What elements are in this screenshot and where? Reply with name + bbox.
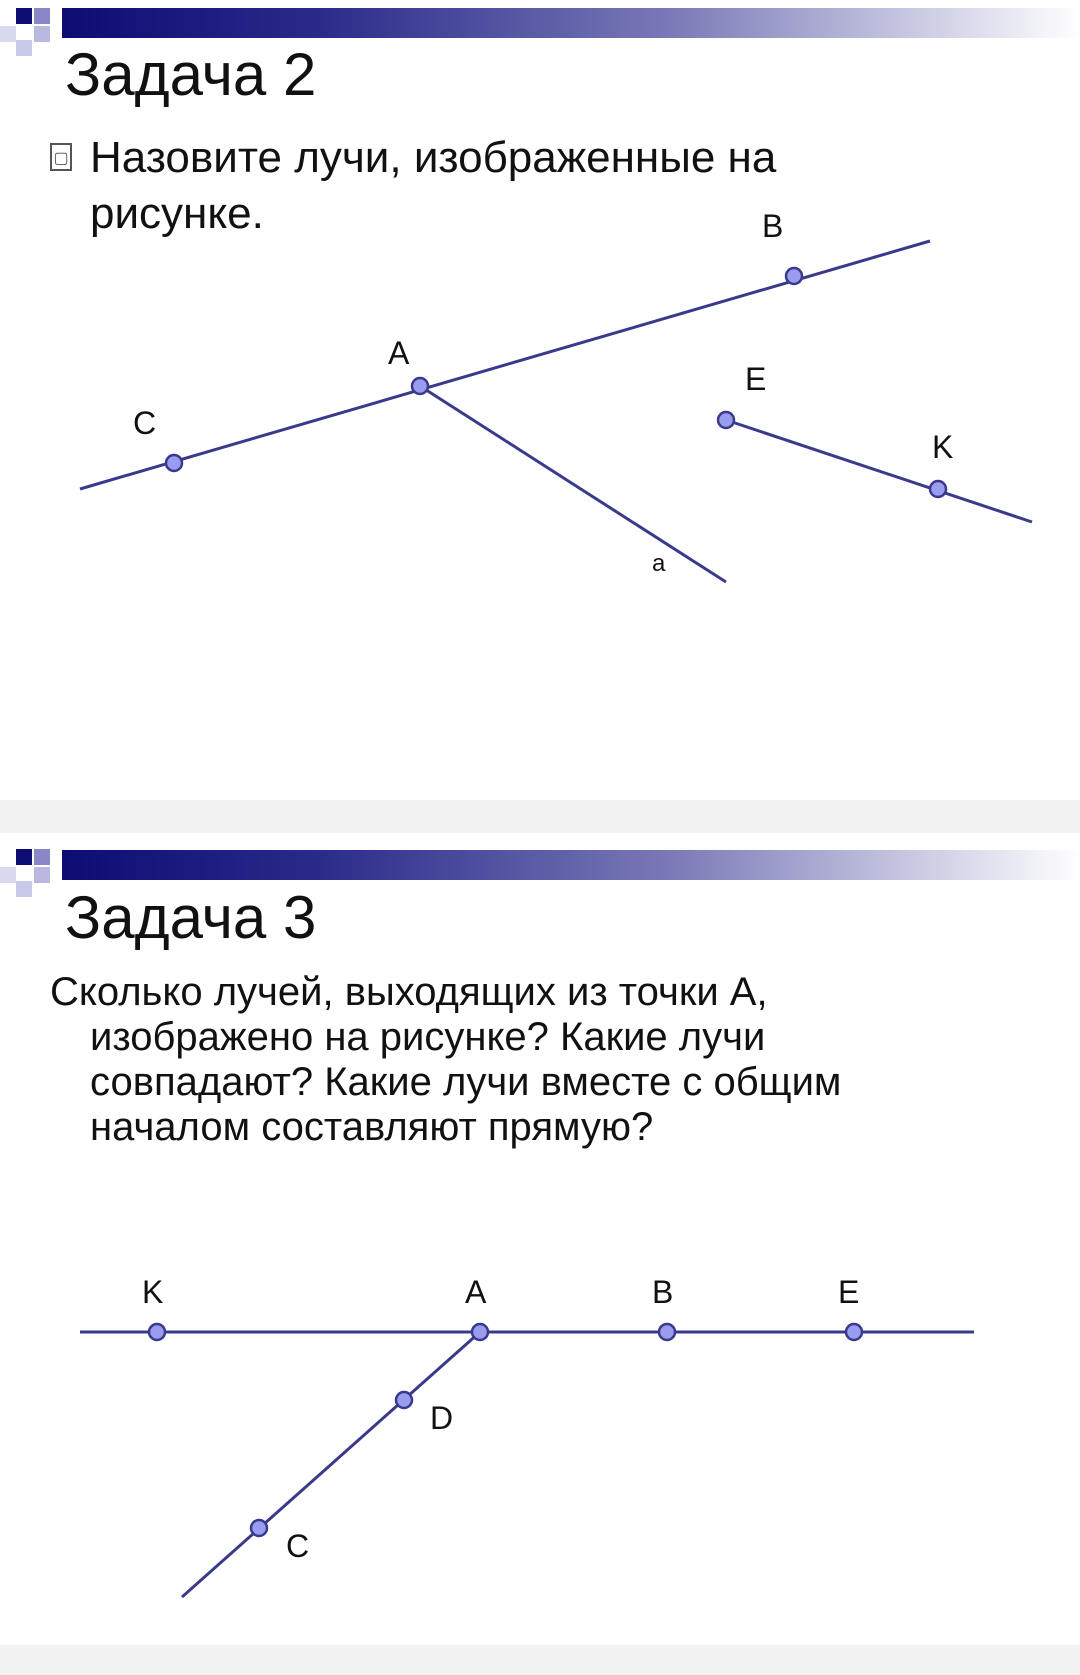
task-line-4: началом составляют прямую?: [90, 1105, 654, 1149]
point-a: [412, 378, 428, 394]
rays-figure: [0, 833, 1080, 1645]
label-ray-a: a: [652, 550, 666, 577]
label-d: D: [430, 1400, 454, 1436]
ray-ek: [726, 420, 1032, 522]
task-line-2: изображено на рисунке? Какие лучи: [90, 1015, 766, 1059]
task-line-1: Сколько лучей, выходящих из точки А,: [50, 970, 768, 1014]
point-c: [166, 455, 182, 471]
task-text: Назовите лучи, изображенные на рисунке.: [90, 133, 777, 238]
ray-a: [420, 386, 726, 582]
label-b: B: [762, 208, 784, 244]
slide-title: Задача 2: [65, 41, 317, 108]
point-b: [786, 268, 802, 284]
label-a: A: [388, 335, 410, 371]
point-d: [396, 1392, 412, 1408]
slide-title: Задача 3: [65, 884, 317, 951]
label-a: A: [465, 1274, 487, 1310]
slide-task-3: [0, 833, 1080, 1645]
bullet-icon: ▢: [50, 143, 72, 171]
point-a: [472, 1324, 488, 1340]
point-e: [846, 1324, 862, 1340]
point-e: [718, 412, 734, 428]
label-b: B: [652, 1274, 674, 1310]
point-k: [930, 481, 946, 497]
label-c: C: [286, 1528, 310, 1564]
label-k: K: [142, 1274, 164, 1310]
label-e: E: [838, 1274, 860, 1310]
label-c: C: [133, 405, 157, 441]
task-line-3: совпадают? Какие лучи вместе с общим: [90, 1060, 842, 1104]
rays-figure: [0, 0, 1080, 800]
label-e: E: [745, 361, 767, 397]
point-b: [659, 1324, 675, 1340]
ray-a-c: [182, 1332, 480, 1597]
point-c: [251, 1520, 267, 1536]
label-k: K: [932, 429, 954, 465]
slide-task-2: [0, 0, 1080, 800]
point-k: [149, 1324, 165, 1340]
